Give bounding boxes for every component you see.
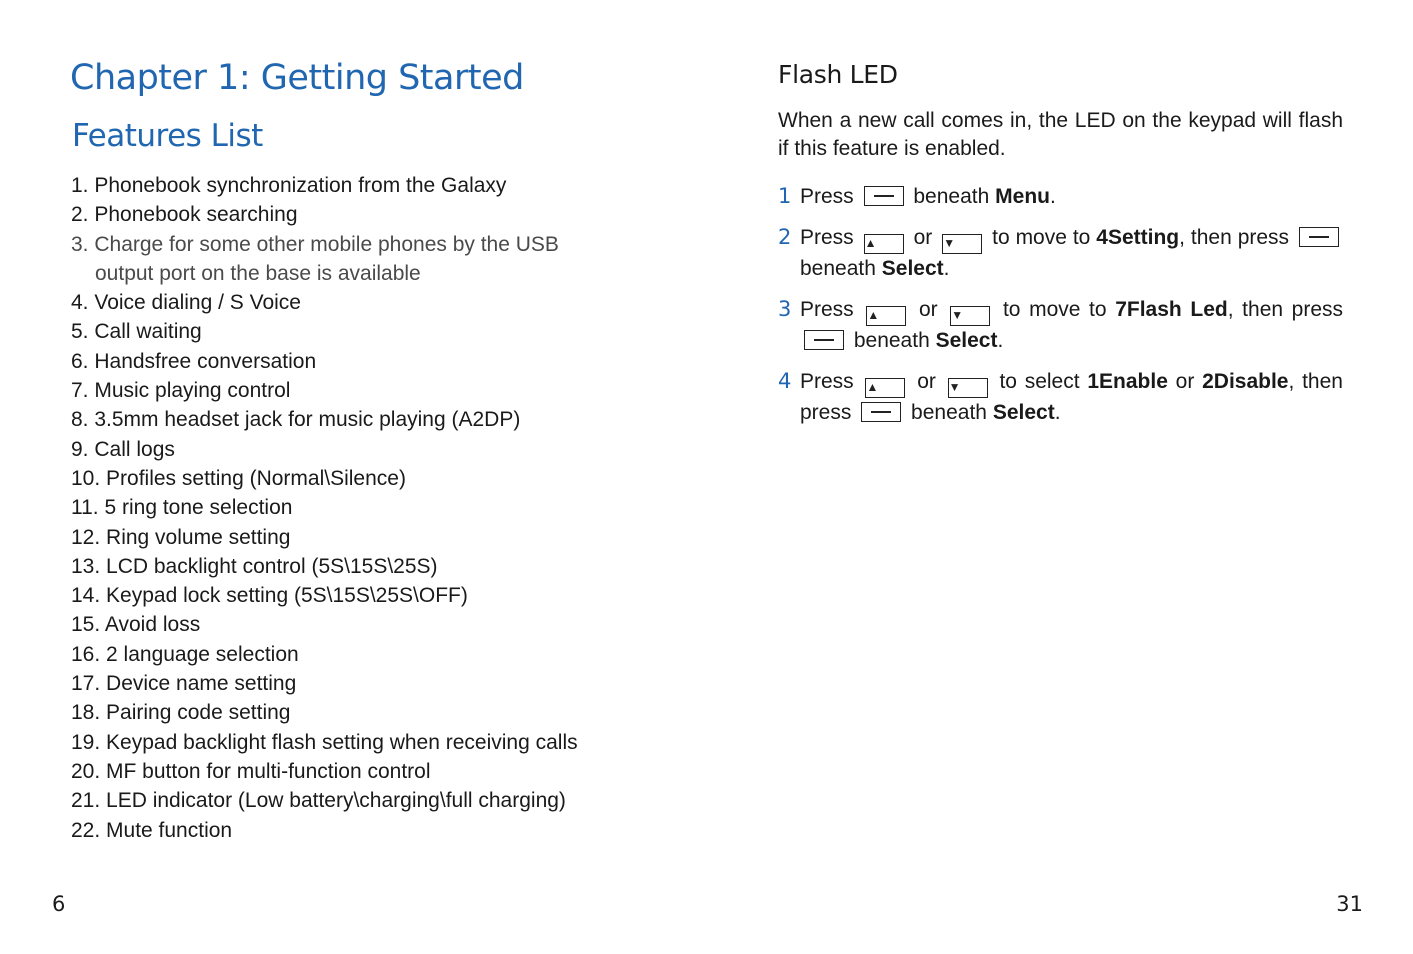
- step-text: or: [913, 226, 933, 249]
- flash-led-title: Flash LED: [778, 60, 898, 89]
- step-text: or: [917, 370, 936, 393]
- list-item: 11. 5 ring tone selection: [71, 496, 293, 520]
- list-item: 7. Music playing control: [71, 379, 291, 403]
- up-arrow-key-icon: ▲: [866, 306, 906, 326]
- step-number: 2: [778, 225, 792, 249]
- step-text: beneath: [911, 401, 987, 424]
- list-item: 16. 2 language selection: [71, 642, 299, 666]
- list-item-line: 3. Charge for some other mobile phones by the USB: [71, 232, 559, 256]
- list-item: 9. Call logs: [71, 437, 175, 461]
- step-text: or: [1175, 370, 1195, 393]
- step-bold-text: Select: [935, 329, 998, 352]
- down-arrow-key-icon: ▼: [950, 306, 990, 326]
- left-page: [0, 0, 706, 954]
- list-item-continuation: output port on the base is available: [95, 261, 421, 285]
- list-item: 10. Profiles setting (Normal\Silence): [71, 466, 406, 490]
- step-text: Press: [800, 185, 854, 208]
- step-bold-text: 1Enable: [1087, 370, 1168, 393]
- step-text: , then press: [1179, 226, 1290, 249]
- list-item: 12. Ring volume setting: [71, 525, 291, 549]
- soft-key-icon: [861, 402, 901, 422]
- list-item: 8. 3.5mm headset jack for music playing (A2DP): [71, 408, 521, 432]
- flash-led-intro: When a new call comes in, the LED on the keypad will flash if this feature is enabled.: [778, 109, 1343, 160]
- soft-key-icon: [864, 186, 904, 206]
- step-text: .: [943, 257, 950, 280]
- step-bold-text: 7Flash Led: [1115, 298, 1228, 321]
- up-arrow-key-icon: ▲: [864, 234, 904, 254]
- list-item: 17. Device name setting: [71, 672, 297, 696]
- list-item: 20. MF button for multi-function control: [71, 759, 431, 783]
- list-item: 21. LED indicator (Low battery\charging\full charging): [71, 789, 566, 813]
- list-item: 6. Handsfree conversation: [71, 349, 317, 373]
- step-text: beneath: [800, 257, 876, 280]
- step-text: Press: [800, 226, 854, 249]
- step-text: , then press: [800, 370, 1343, 424]
- step-text: , then press: [1227, 298, 1344, 321]
- step-number: 4: [778, 369, 792, 393]
- step-text: .: [997, 329, 1004, 352]
- page-number-left: 6: [52, 892, 66, 916]
- step-number: 1: [778, 184, 792, 208]
- step-1: [778, 182, 1343, 211]
- step-number: 3: [778, 297, 792, 321]
- features-list: [71, 171, 578, 845]
- list-item: 13. LCD backlight control (5S\15S\25S): [71, 554, 438, 578]
- step-text: beneath: [913, 185, 990, 208]
- list-item: 14. Keypad lock setting (5S\15S\25S\OFF): [71, 584, 468, 608]
- down-arrow-key-icon: ▼: [948, 378, 988, 398]
- up-arrow-key-icon: ▲: [865, 378, 905, 398]
- step-2: [778, 223, 1343, 283]
- list-item: 1. Phonebook synchronization from the Galaxy: [71, 174, 507, 197]
- step-bold-text: Select: [992, 401, 1055, 424]
- step-bold-text: Select: [881, 257, 944, 280]
- step-text: to move to: [992, 226, 1091, 249]
- step-bold-text: 4Setting: [1096, 226, 1180, 249]
- step-text: to move to: [1002, 298, 1107, 321]
- steps-list: [778, 182, 1343, 439]
- list-item: 19. Keypad backlight flash setting when receiving calls: [71, 730, 578, 754]
- step-text: Press: [800, 370, 854, 393]
- soft-key-icon: [1299, 227, 1339, 247]
- down-arrow-key-icon: ▼: [942, 234, 982, 254]
- right-page: [706, 0, 1413, 954]
- step-text: or: [918, 298, 938, 321]
- soft-key-icon: [804, 330, 844, 350]
- list-item: 18. Pairing code setting: [71, 701, 291, 725]
- list-item: 2. Phonebook searching: [71, 203, 298, 227]
- chapter-title: Chapter 1: Getting Started: [70, 58, 524, 98]
- list-item: 15. Avoid loss: [71, 613, 201, 637]
- step-text: to select: [999, 370, 1080, 393]
- step-4: [778, 367, 1343, 427]
- list-item: [71, 230, 578, 289]
- step-text: .: [1049, 185, 1056, 208]
- section-title: Features List: [72, 118, 263, 154]
- list-item: 4. Voice dialing / S Voice: [71, 291, 301, 315]
- list-item: 5. Call waiting: [71, 320, 202, 344]
- step-bold-text: Menu: [995, 185, 1050, 208]
- page-number-right: 31: [1336, 892, 1363, 916]
- list-item: 22. Mute function: [71, 818, 233, 842]
- step-text: Press: [800, 298, 854, 321]
- step-text: .: [1054, 401, 1061, 424]
- step-text: beneath: [853, 329, 930, 352]
- step-3: [778, 295, 1343, 355]
- step-bold-text: 2Disable: [1202, 370, 1289, 393]
